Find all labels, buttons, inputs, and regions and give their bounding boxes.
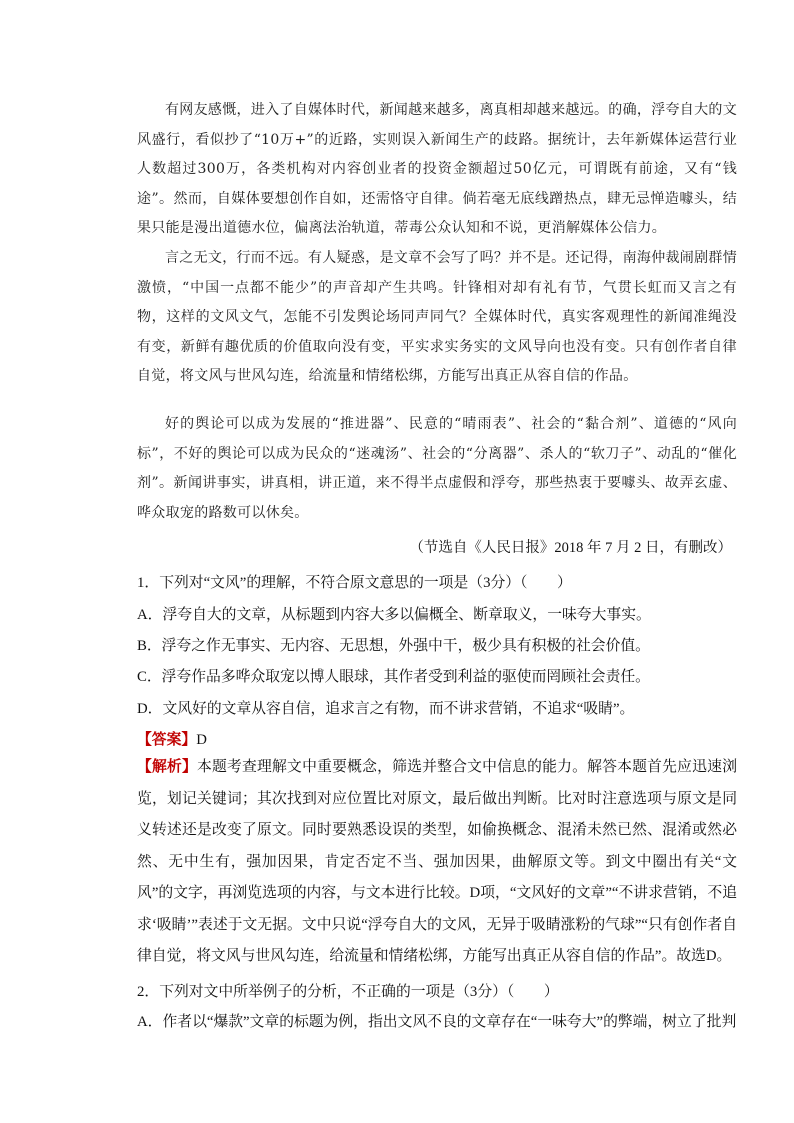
answer-tag: 【答案】 — [137, 732, 197, 748]
passage-paragraph-3: 好的舆论可以成为发展的“推进器”、民意的“晴雨表”、社会的“黏合剂”、道德的“风向标”，不好的舆论可以成为民众的“迷魂汤”、社会的“分离器”、杀人的“软刀子”、动乱的“催化剂”。新闻讲事实，讲真相，讲正道，来不得半点虚假和浮夸，那些热衷于要噱头、故弄玄虚、哗众取宠的路数可以休矣。 — [137, 416, 737, 521]
question-1-option-a: A．浮夸自大的文章，从标题到内容大多以偏概全、断章取义，一味夸大事实。 — [137, 607, 651, 623]
analysis-tag: 【解析】 — [137, 759, 198, 775]
question-1-stem: 1．下列对“文风”的理解，不符合原文意思的一项是（3分）（ ） — [137, 575, 572, 591]
question-1-option-c: C．浮夸作品多哗众取宠以博人眼球，其作者受到利益的驱使而罔顾社会责任。 — [137, 669, 650, 685]
question-1-option-b: B．浮夸之作无事实、无内容、无思想，外强中干，极少具有积极的社会价值。 — [137, 638, 650, 654]
question-1-option-d: D．文风好的文章从容自信，追求言之有物，而不讲求营销，不追求“吸睛”。 — [137, 701, 635, 717]
passage-paragraph-2: 言之无文，行而不远。有人疑惑，是文章不会写了吗？并不是。还记得，南海仲裁闹剧群情激愤，“中国一点都不能少”的声音却产生共鸣。针锋相对却有礼有节，气贯长虹而又言之有物，这样的文风文气，怎能不引发舆论场同声同气？全媒体时代，真实客观理性的新闻准绳没有变，新鲜有趣优质的价值取向没有变，平实求实务实的文风导向也没有变。只有创作者自律自觉，将文风与世风勾连，给流量和情绪松绑，方能写出真正从容自信的作品。 — [137, 250, 737, 384]
question-2-option-a: A．作者以“爆款”文章的标题为例，指出文风不良的文章存在“一味夸大”的弊端，树立了批判 — [137, 1014, 737, 1030]
answer-value: D — [196, 732, 207, 748]
passage-source: （节选自《人民日报》2018 年 7 月 2 日，有删改） — [409, 540, 732, 556]
question-1-answer — [137, 728, 737, 749]
analysis-text: 本题考查理解文中重要概念，筛选并整合文中信息的能力。解答本题首先应迅速浏览，划记关键词；其次找到对应位置比对原文，最后做出判断。比对时注意选项与原文是同义转述还是改变了原文。同时要熟悉设误的类型，如偷换概念、混淆未然已然、混淆或然必然、无中生有，强加因果，肯定否定不当、强加因果，曲解原文等。到文中圈出有关“文风”的文字，再浏览选项的内容，与文本进行比较。D项，“文风好的文章”“不讲求营销，不追求‘吸睛’”表述于文无据。文中只说“浮夸自大的文风，无异于吸睛涨粉的气球”“只有创作者自律自觉，将文风与世风勾连，给流量和情绪松绑，方能写出真正从容自信的作品”。故选D。 — [137, 759, 737, 964]
question-1-analysis — [137, 752, 737, 973]
passage-paragraph-1: 有网友感慨，进入了自媒体时代，新闻越来越多，离真相却越来越远。的确，浮夸自大的文风盛行，看似抄了“10万+”的近路，实则误入新闻生产的歧路。据统计，去年新媒体运营行业人数超过300万，各类机构对内容创业者的投资金额超过50亿元，可谓既有前途，又有“钱途”。然而，自媒体要想创作自如，还需恪守自律。倘若毫无底线蹭热点，肆无忌惮造噱头，结果只能是漫出道德水位，偏离法治轨道，蒂毒公众认知和不说，更消解媒体公信力。 — [137, 102, 737, 236]
question-2-stem: 2．下列对文中所举例子的分析，不正确的一项是（3分）（ ） — [137, 984, 559, 1000]
